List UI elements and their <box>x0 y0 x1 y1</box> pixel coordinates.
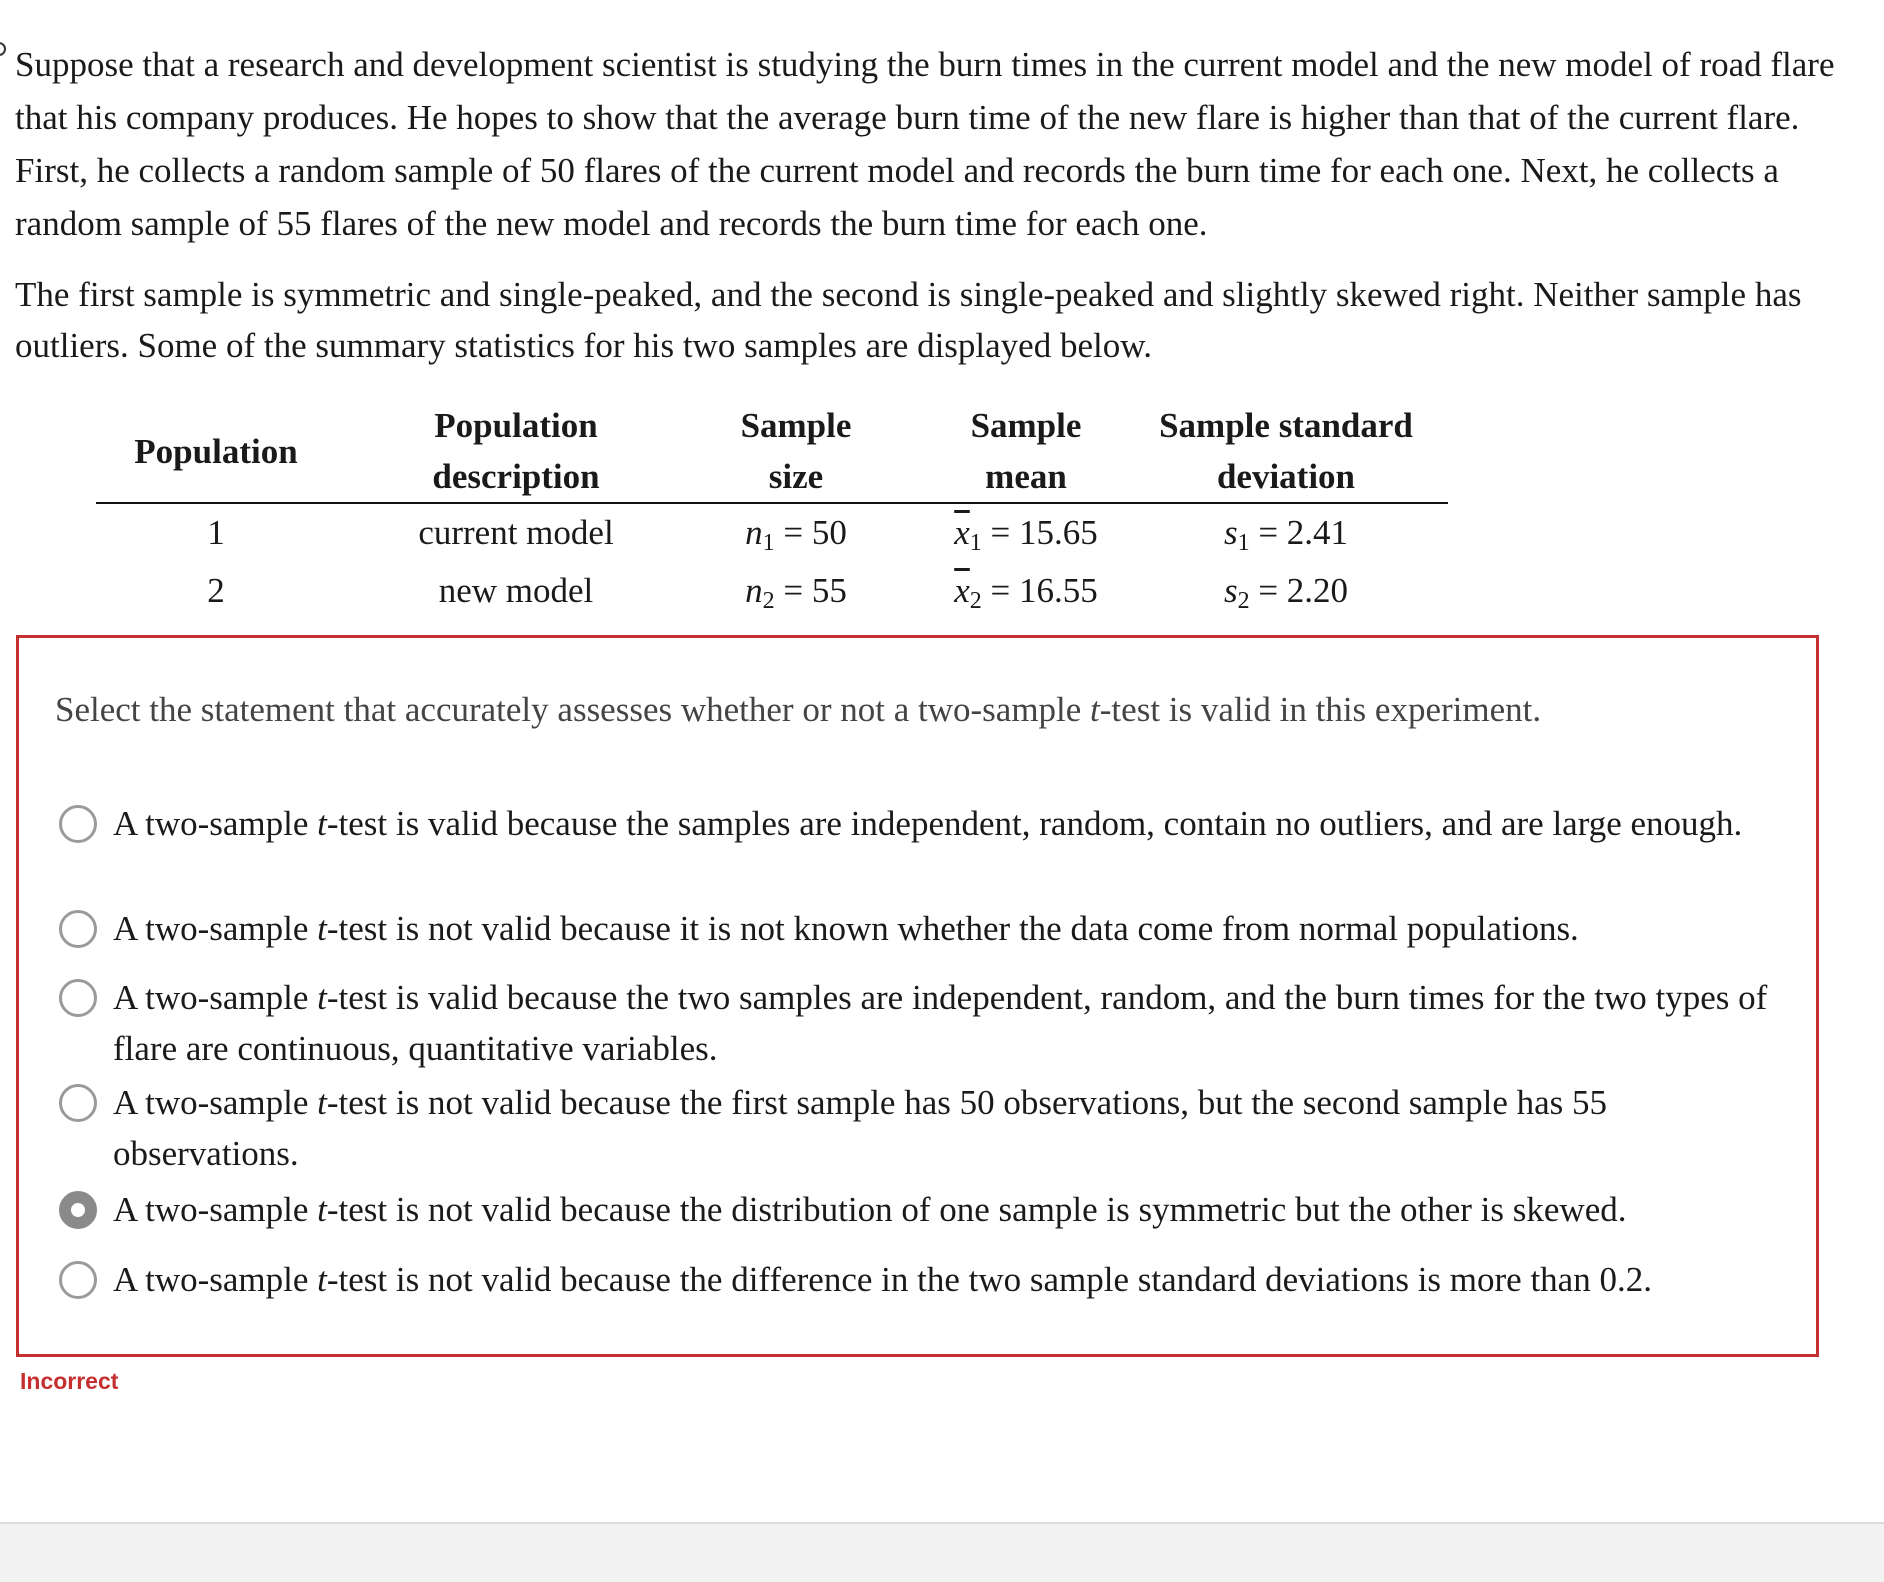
question-box <box>16 635 1819 1357</box>
intro-paragraph: Suppose that a research and development scientist is studying the burn times in the current model and the new model of road flare that his company produces. He hopes to show that the average burn time of the new flare is higher than that of the current flare. First, he collects a random sample of 50 flares of the current model and records the burn time for each one. Next, he collects a random sample of 55 flares of the new model and records the burn time for each one. <box>15 45 1835 243</box>
footer-bar <box>0 1522 1884 1582</box>
cell-description: new model <box>438 571 594 610</box>
header-sample-sd: Sample standard deviation <box>1159 406 1413 496</box>
answer-option-selected[interactable]: A two-sample t-test is not valid because the distribution of one sample is symmetric but the other is skewed. <box>59 1184 1799 1235</box>
cell-sample-mean: $\overline{x}_1 = 15.65$ <box>954 513 1098 556</box>
answer-option[interactable]: A two-sample t-test is not valid because the first sample has 50 observations, but the second sample has 55 observations. <box>59 1077 1799 1179</box>
feedback-status: Incorrect <box>20 1368 119 1394</box>
cell-sample-sd: $s_1 = 2.41$ <box>1223 513 1349 556</box>
cell-sample-mean: $\overline{x}_2 = 16.55$ <box>954 571 1098 614</box>
radio-button[interactable] <box>59 1261 97 1299</box>
question-prompt: Select the statement that accurately assesses whether or not a two-sample t-test is valid in this experiment. <box>55 690 1542 729</box>
table-header <box>96 398 1448 504</box>
answer-option[interactable]: A two-sample t-test is valid because the two samples are independent, random, and the burn times for the two types of flare are continuous, quantitative variables. <box>59 972 1799 1074</box>
table-row <box>96 562 1448 620</box>
answer-option[interactable]: A two-sample t-test is valid because the samples are independent, random, contain no outliers, and are large enough. <box>59 798 1799 849</box>
radio-button[interactable] <box>59 1084 97 1122</box>
cell-description: current model <box>418 513 614 552</box>
description-paragraph: The first sample is symmetric and single-peaked, and the second is single-peaked and slightly skewed right. Neither sample has outliers. Some of the summary statistics for his two samples are displayed below. <box>15 275 1802 365</box>
cell-sample-size: $n_1 = 50$ <box>745 513 847 556</box>
radio-button[interactable] <box>59 805 97 843</box>
cell-population: 2 <box>207 571 225 610</box>
answer-option[interactable]: A two-sample t-test is not valid because the difference in the two sample standard deviations is more than 0.2. <box>59 1254 1799 1305</box>
answer-option[interactable]: A two-sample t-test is not valid because it is not known whether the data come from normal populations. <box>59 903 1799 954</box>
scroll-marker <box>0 42 6 56</box>
header-population: Population <box>134 431 298 471</box>
radio-button-selected[interactable] <box>59 1191 97 1229</box>
radio-button[interactable] <box>59 910 97 948</box>
header-description: Population description <box>432 406 600 496</box>
table-row <box>96 504 1448 562</box>
cell-sample-sd: $s_2 = 2.20$ <box>1223 571 1349 614</box>
header-sample-size: Sample size <box>740 406 852 496</box>
cell-population: 1 <box>207 513 225 552</box>
summary-statistics-table <box>96 398 1448 620</box>
header-sample-mean: Sample mean <box>970 406 1082 496</box>
cell-sample-size: $n_2 = 55$ <box>745 571 847 614</box>
radio-button[interactable] <box>59 979 97 1017</box>
